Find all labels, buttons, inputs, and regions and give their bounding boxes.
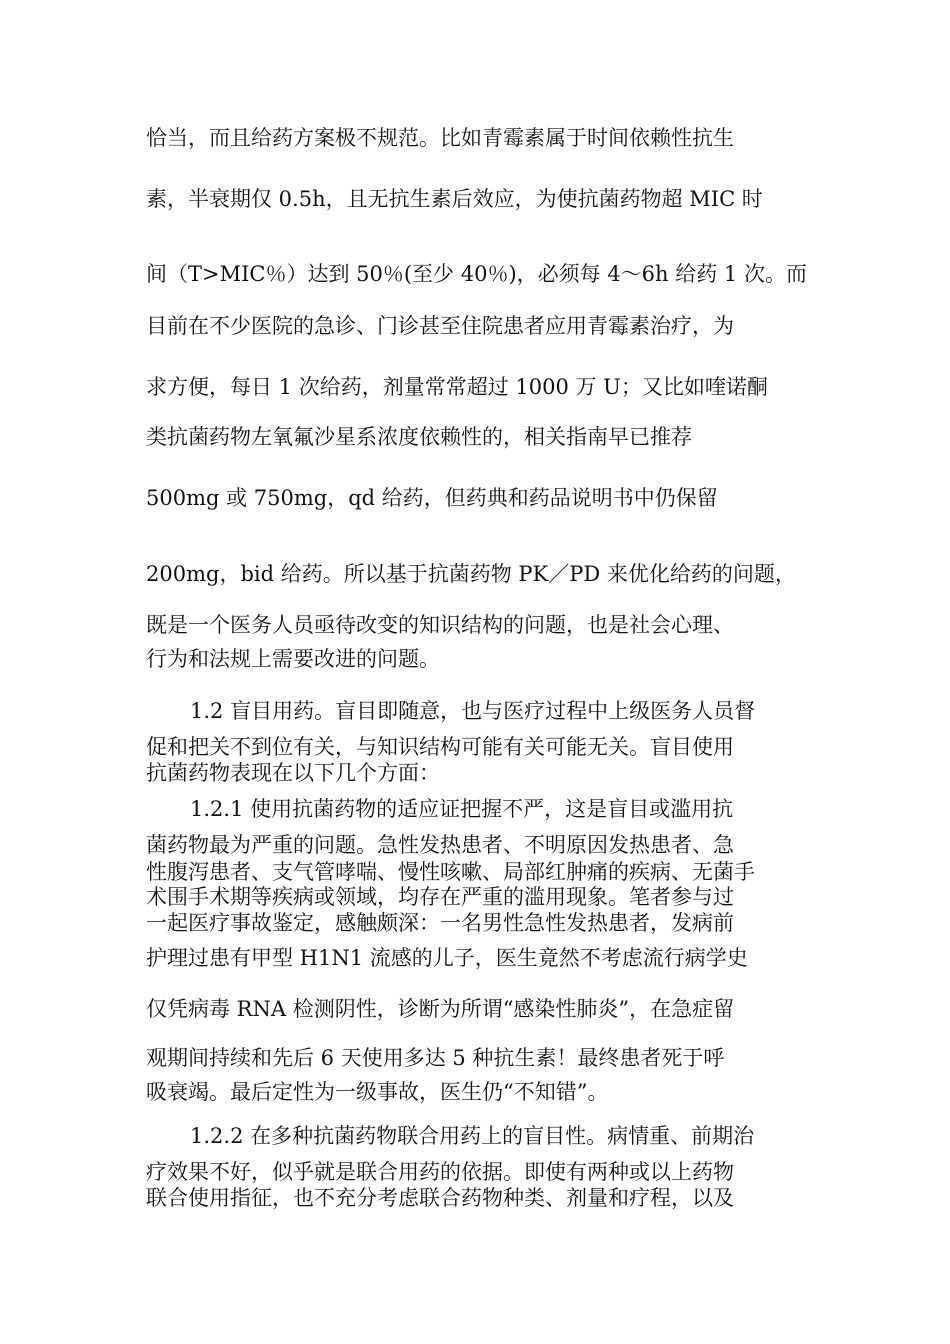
text-line: 求方便，每日 1 次给药，剂量常常超过 1000 万 U；又比如喹诺酮 [146, 375, 768, 399]
text-line: 素，半衰期仅 0.5h，且无抗生素后效应，为使抗菌药物超 MIC 时 [146, 187, 763, 211]
text-line: 类抗菌药物左氧氟沙星系浓度依赖性的，相关指南早已推荐 [146, 425, 692, 449]
text-line: 观期间持续和先后 6 天使用多达 5 种抗生素！最终患者死于呼 [146, 1046, 725, 1070]
text-line: 吸衰竭。最后定性为一级事故，医生仍“不知错”。 [146, 1080, 609, 1104]
text-line: 恰当，而且给药方案极不规范。比如青霉素属于时间依赖性抗生 [146, 126, 734, 150]
text-line: 抗菌药物表现在以下几个方面： [146, 761, 440, 785]
section-heading-line: 1.2.1 使用抗菌药物的适应证把握不严，这是盲目或滥用抗 [190, 797, 734, 821]
section-heading-line: 1.2.2 在多种抗菌药物联合用药上的盲目性。病情重、前期治 [190, 1124, 755, 1148]
text-line: 行为和法规上需要改进的问题。 [146, 647, 440, 671]
text-line: 促和把关不到位有关，与知识结构可能有关可能无关。盲目使用 [146, 735, 734, 759]
text-line: 性腹泻患者、支气管哮喘、慢性咳嗽、局部红肿痛的疾病、无菌手 [146, 860, 755, 884]
text-line: 500mg 或 750mg，qd 给药，但药典和药品说明书中仍保留 [146, 486, 718, 510]
text-line: 疗效果不好，似乎就是联合用药的依据。即使有两种或以上药物 [146, 1160, 734, 1184]
text-line: 目前在不少医院的急诊、门诊甚至住院患者应用青霉素治疗，为 [146, 314, 734, 338]
text-line: 200mg，bid 给药。所以基于抗菌药物 PK／PD 来优化给药的问题， [146, 562, 796, 586]
text-line: 联合使用指征，也不充分考虑联合药物种类、剂量和疗程，以及 [146, 1186, 734, 1210]
text-line: 菌药物最为严重的问题。急性发热患者、不明原因发热患者、急 [146, 833, 734, 857]
text-line: 既是一个医务人员亟待改变的知识结构的问题，也是社会心理、 [146, 613, 734, 637]
text-line: 间（T>MIC％）达到 50％(至少 40％)，必须每 4～6h 给药 1 次。而 [146, 262, 807, 286]
text-line: 术围手术期等疾病或领域，均存在严重的滥用现象。笔者参与过 [146, 885, 734, 909]
text-line: 护理过患有甲型 H1N1 流感的儿子，医生竟然不考虑流行病学史 [146, 946, 748, 970]
section-heading-line: 1.2 盲目用药。盲目即随意，也与医疗过程中上级医务人员督 [190, 699, 756, 723]
text-line: 仅凭病毒 RNA 检测阴性，诊断为所谓“感染性肺炎”，在急症留 [146, 997, 735, 1021]
text-line: 一起医疗事故鉴定，感触颇深：一名男性急性发热患者，发病前 [146, 911, 734, 935]
